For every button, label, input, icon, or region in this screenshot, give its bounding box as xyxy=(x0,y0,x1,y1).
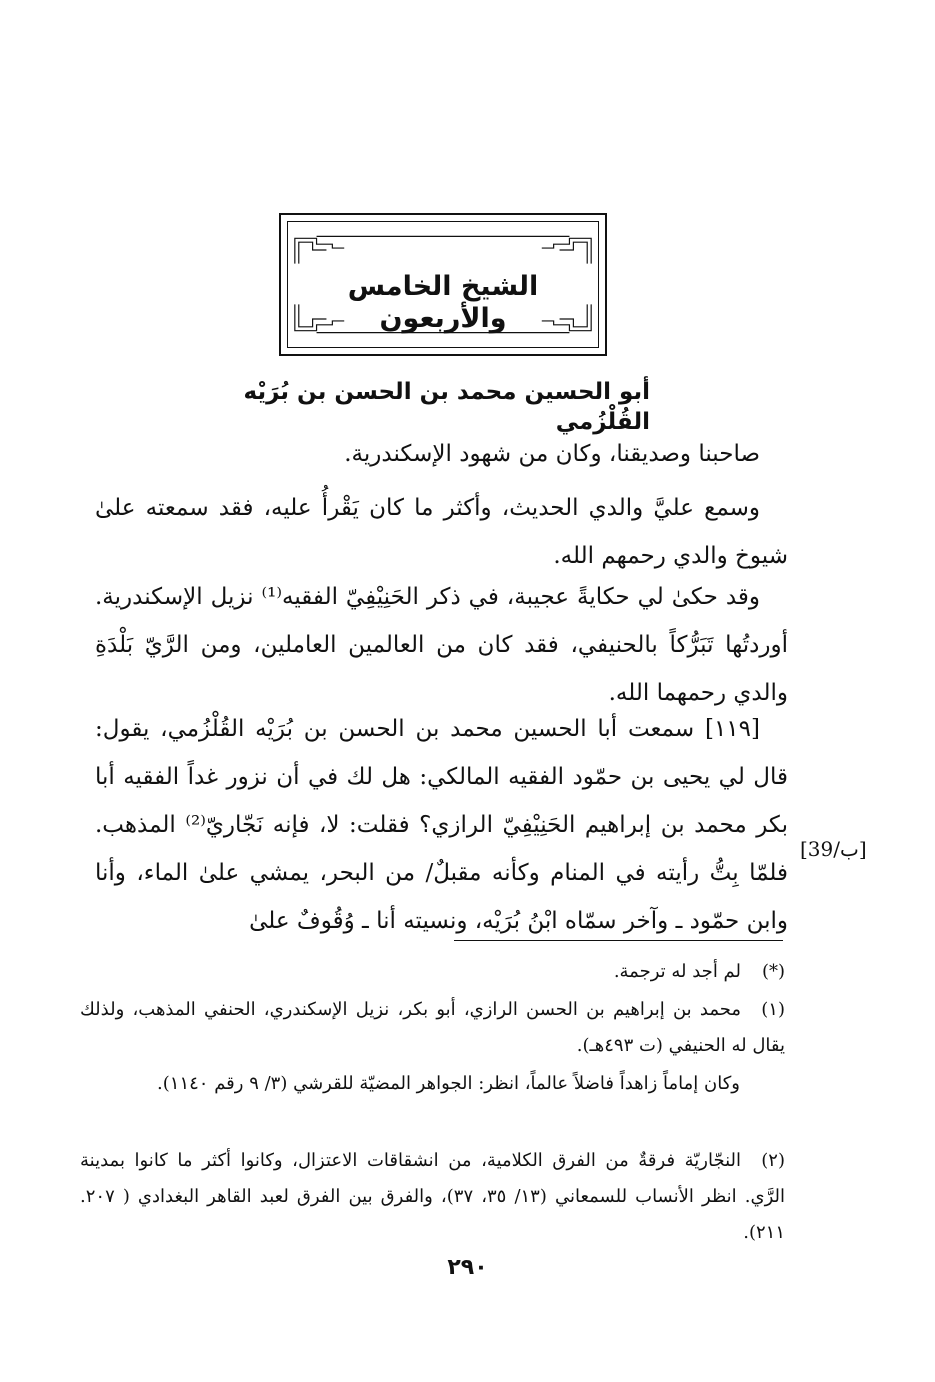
paragraph-2: وسمع عليَّ والدي الحديث، وأكثر ما كان يَقْرأُ عليه، فقد سمعته علىٰ شيوخ والدي رحمهم الله. xyxy=(95,495,788,569)
manuscript-folio-ref: [39/ب] xyxy=(800,837,867,861)
person-name-heading: أبو الحسين محمد بن الحسن بن بُرَيْه القُلْزُمي xyxy=(243,379,650,435)
footnote-2 xyxy=(80,1143,785,1251)
footnote-1 xyxy=(80,992,785,1064)
page-number: ٢٩٠ xyxy=(447,1255,488,1280)
paragraph-1: صاحبنا وصديقنا، وكان من شهود الإسكندرية. xyxy=(344,441,760,467)
footnote-divider xyxy=(454,940,783,941)
chapter-title: الشيخ الخامس والأربعون xyxy=(347,271,539,335)
footnote-number: (٢) xyxy=(761,1150,785,1171)
footnote-1-continuation: وكان إماماً زاهداً فاضلاً عالماً، انظر: الجواهر المضيّة للقرشي (٣/ ٩ رقم ١١٤٠). xyxy=(157,1073,740,1094)
footnote-text: النجّاريّة فرقةٌ من الفرق الكلامية، من انشقاقات الاعتزال، وكانوا أكثر ما كانوا بمدينة الرَّي. انظر الأنساب للسمعاني (١٣/ ٣٥، ٣٧)، والفرق بين الفرق لعبد القاهر البغدادي ( ٢٠٧. ٢١١). xyxy=(80,1150,785,1243)
paragraph-3: وقد حكىٰ لي حكايةً عجيبة، في ذكر الحَنِيْفِيّ الفقيه⁽¹⁾ نزيل الإسكندرية. أوردتُها تَبَرُّكاً بالحنيفي، فقد كان من العالمين العاملين، ومن الرَّيّ بَلْدَةِ والدي رحمهما الله. xyxy=(95,584,788,706)
paragraph-4: [١١٩] سمعت أبا الحسين محمد بن الحسن بن بُرَيْه القُلْزُمي، يقول: قال لي يحيى بن حمّود الفقيه المالكي: هل لك في أن نزور غداً الفقيه أبا بكر محمد بن إبراهيم الحَنِيْفِيّ الرازي؟ فقلت: لا، فإنه نَجّاريّ⁽²⁾ المذهب. فلمّا بِتُّ رأيته في المنام وكأنه مقبلٌ/ من البحر، يمشي علىٰ الماء، وأنا وابن حمّود ـ وآخر سمّاه ابْنُ بُرَيْه، ونسيته أنا ـ وُقُوفٌ علىٰ xyxy=(95,716,788,934)
footnote-number: (١) xyxy=(761,999,785,1020)
footnote-number: (*) xyxy=(761,961,785,982)
footnote-text: محمد بن إبراهيم بن الحسن الرازي، أبو بكر، نزيل الإسكندري، الحنفي المذهب، ولذلك يقال له الحنيفي (ت ٤٩٣هـ). xyxy=(80,999,785,1056)
footnote-star xyxy=(80,954,785,990)
chapter-title-frame xyxy=(279,213,607,356)
footnote-text: لم أجد له ترجمة. xyxy=(613,961,741,982)
